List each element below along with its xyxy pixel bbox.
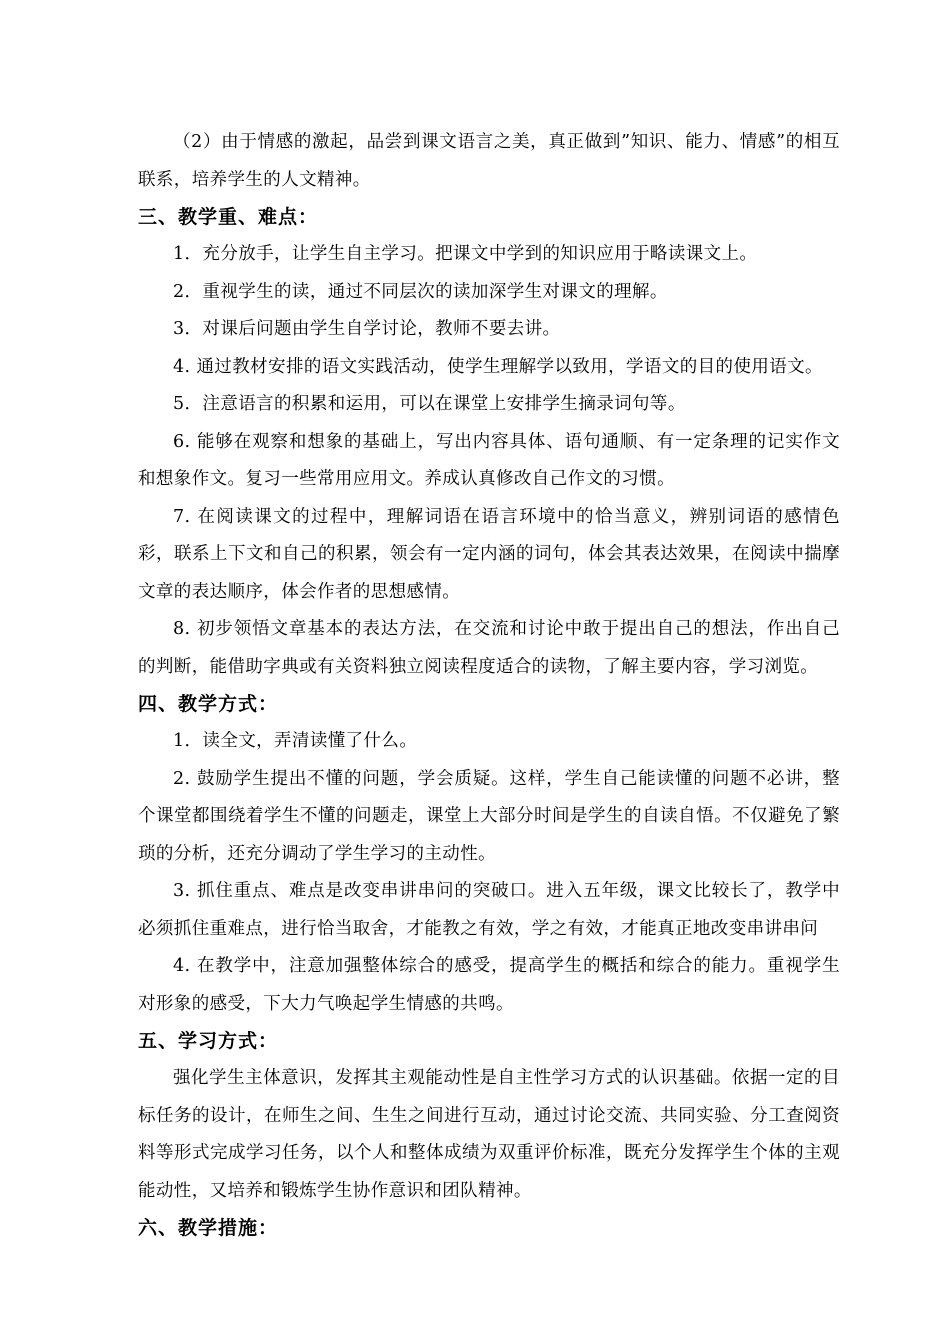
list-item: 5．注意语言的积累和运用，可以在课堂上安排学生摘录词句等。 xyxy=(173,394,686,414)
list-item: 2. 鼓励学生提出不懂的问题，学会质疑。这样，学生自己能读懂的问题不必讲，整个课堂都围绕着学生不懂的问题走，课堂上大部分时间是学生的自读自悟。不仅避免了繁琐的分析，还充分调动了学生学习的主动性。 xyxy=(138,768,840,864)
list-item: 2．重视学生的读，通过不同层次的读加深学生对课文的理解。 xyxy=(173,281,668,302)
section-heading-teaching-measures: 六、教学措施： xyxy=(138,1217,279,1239)
section-heading-teaching-focus: 三、教学重、难点： xyxy=(138,206,319,228)
list-item: 4. 在教学中，注意加强整体综合的感受，提高学生的概括和综合的能力。重视学生对形象的感受，下大力气唤起学生情感的共鸣。 xyxy=(138,956,840,1014)
list-item: 4. 通过教材安排的语文实践活动，使学生理解学以致用，学语文的目的使用语文。 xyxy=(173,356,823,377)
list-item: 1．充分放手，让学生自主学习。把课文中学到的知识应用于略读课文上。 xyxy=(173,244,758,264)
document-page xyxy=(138,124,840,1247)
list-item: 3．对课后问题由学生自学讨论，教师不要去讲。 xyxy=(173,319,561,339)
list-item: 1．读全文，弄清读懂了什么。 xyxy=(173,731,418,751)
list-item: 7. 在阅读课文的过程中，理解词语在语言环境中的恰当意义，辨别词语的感情色彩，联系上下文和自己的积累，领会有一定内涵的词句，体会其表达效果，在阅读中揣摩文章的表达顺序，体会作者的思想感情。 xyxy=(138,506,840,602)
list-item: 6. 能够在观察和想象的基础上，写出内容具体、语句通顺、有一定条理的记实作文和想象作文。复习一些常用应用文。养成认真修改自己作文的习惯。 xyxy=(138,431,840,489)
intro-paragraph: （2）由于情感的激起，品尝到课文语言之美，真正做到”知识、能力、情感”的相互联系，培养学生的人文精神。 xyxy=(138,132,840,190)
learning-methods-paragraph: 强化学生主体意识，发挥其主观能动性是自主性学习方式的认识基础。依据一定的目标任务的设计，在师生之间、生生之间进行互动，通过讨论交流、共同实验、分工查阅资料等形式完成学习任务，以个人和整体成绩为双重评价标准，既充分发挥学生个体的主观能动性，又培养和锻炼学生协作意识和团队精神。 xyxy=(138,1068,840,1201)
section-heading-learning-methods: 五、学习方式： xyxy=(138,1030,279,1052)
section-heading-teaching-methods: 四、教学方式： xyxy=(138,693,279,715)
list-item: 8. 初步领悟文章基本的表达方法，在交流和讨论中敢于提出自己的想法，作出自己的判断，能借助字典或有关资料独立阅读程度适合的读物，了解主要内容，学习浏览。 xyxy=(138,619,840,677)
list-item: 3. 抓住重点、难点是改变串讲串问的突破口。进入五年级，课文比较长了，教学中必须抓住重难点，进行恰当取舍，才能教之有效，学之有效，才能真正地改变串讲串问 xyxy=(138,881,840,939)
